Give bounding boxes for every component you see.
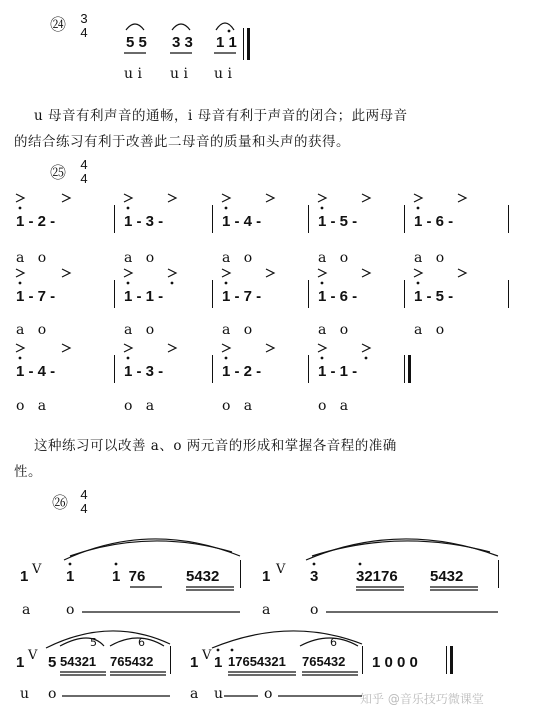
octave-dot bbox=[19, 207, 22, 210]
ex26-slur bbox=[110, 638, 164, 646]
ex25-row2-lyric-1: a o bbox=[16, 322, 47, 338]
ex25-row2-measure-2: 1 - 1 - bbox=[124, 288, 164, 305]
octave-dot bbox=[321, 282, 324, 285]
octave-dot bbox=[127, 207, 130, 210]
ex25-row1-measure-2: 1 - 3 - bbox=[124, 213, 164, 230]
exercise-26-number: ㉖ bbox=[52, 493, 69, 512]
accent bbox=[16, 269, 24, 277]
ex25-row1-lyric-3: a o bbox=[222, 250, 253, 266]
ex25-row2-measure-1: 1 - 7 - bbox=[16, 288, 56, 305]
accent bbox=[266, 194, 274, 202]
ex25-row2-measure-5: 1 - 5 - bbox=[414, 288, 454, 305]
watermark: 知乎 @音乐技巧微课堂 bbox=[360, 692, 484, 706]
ex26-row1-note-3: 1 76 bbox=[112, 568, 146, 585]
breath-mark: V bbox=[28, 648, 38, 663]
octave-dot bbox=[19, 357, 22, 360]
octave-dot bbox=[225, 357, 228, 360]
paragraph-2-line-1: 这种练习可以改善 a、o 两元音的形成和掌握各音程的准确 bbox=[34, 438, 397, 454]
accent bbox=[222, 194, 230, 202]
accent bbox=[362, 194, 370, 202]
ex26-row2-lyric-2: o bbox=[48, 686, 57, 702]
ex26-slur bbox=[312, 541, 490, 556]
ex25-row3-lyric-2: o a bbox=[124, 398, 155, 414]
accent bbox=[414, 269, 422, 277]
ex24-note-group-1: 5 5 bbox=[126, 34, 147, 51]
time-sig-bottom: 4 bbox=[80, 25, 88, 40]
ex25-row1-measure-1: 1 - 2 - bbox=[16, 213, 56, 230]
ex26-row2-note-3: 54321 bbox=[60, 654, 97, 669]
ex26-row2-lyric-3: a bbox=[190, 686, 199, 702]
octave-dot bbox=[365, 357, 368, 360]
accent bbox=[168, 344, 176, 352]
accent bbox=[168, 194, 176, 202]
ex26-row1-lyric-3: a bbox=[262, 602, 271, 618]
ex24-lyric-1: u i bbox=[124, 66, 142, 82]
ex25-row2-measure-4: 1 - 6 - bbox=[318, 288, 358, 305]
ex26-row2-lyric-1: u bbox=[20, 686, 30, 702]
ex26-row2-note-4: 765432 bbox=[110, 654, 154, 669]
ex26-row1-note-1: 1 bbox=[20, 568, 29, 585]
accent bbox=[362, 269, 370, 277]
ex26-row1-note-2: 1 bbox=[66, 568, 75, 585]
ex24-note-group-2: 3 3 bbox=[172, 34, 193, 51]
ex24-note-group-3: 1 1 bbox=[216, 34, 237, 51]
accent bbox=[62, 194, 70, 202]
time-sig-bottom: 4 bbox=[80, 171, 88, 186]
ex26-row2-final-measure: 1 0 0 0 bbox=[372, 654, 418, 671]
time-sig-top: 3 bbox=[80, 11, 88, 26]
ex26-row2-lyric-5: o bbox=[264, 686, 273, 702]
accent bbox=[124, 269, 132, 277]
ex26-row2-lyric-4: u bbox=[214, 686, 224, 702]
ex26-row2-note-1: 1 bbox=[16, 654, 25, 671]
ex24-slur-1 bbox=[126, 24, 144, 30]
octave-dot bbox=[171, 282, 174, 285]
time-sig-bottom: 4 bbox=[80, 501, 88, 516]
tuplet-number: 6 bbox=[330, 636, 337, 649]
ex24-lyric-2: u i bbox=[170, 66, 188, 82]
ex25-row1-lyric-4: a o bbox=[318, 250, 349, 266]
breath-mark: V bbox=[32, 562, 42, 577]
paragraph-2-line-2: 性。 bbox=[14, 464, 42, 480]
ex25-row2-lyric-4: a o bbox=[318, 322, 349, 338]
accent bbox=[62, 344, 70, 352]
ex26-row1-note-8: 5432 bbox=[430, 568, 464, 585]
breath-mark: V bbox=[276, 562, 286, 577]
octave-dot bbox=[321, 357, 324, 360]
ex25-row3-measure-2: 1 - 3 - bbox=[124, 363, 164, 380]
octave-dot bbox=[225, 207, 228, 210]
ex26-row2-note-8: 765432 bbox=[302, 654, 346, 669]
octave-dot bbox=[225, 282, 228, 285]
octave-dot bbox=[69, 563, 72, 566]
accent bbox=[458, 194, 466, 202]
ex25-row3-measure-3: 1 - 2 - bbox=[222, 363, 262, 380]
accent bbox=[266, 269, 274, 277]
octave-dot bbox=[127, 357, 130, 360]
octave-dot bbox=[321, 207, 324, 210]
ex24-slur-2 bbox=[172, 24, 190, 30]
ex26-row1-note-4: 5432 bbox=[186, 568, 220, 585]
accent bbox=[16, 194, 24, 202]
ex24-lyric-3: u i bbox=[214, 66, 232, 82]
octave-dot bbox=[231, 649, 234, 652]
ex25-row3-lyric-1: o a bbox=[16, 398, 47, 414]
ex25-row3-measure-4: 1 - 1 - bbox=[318, 363, 358, 380]
accent bbox=[414, 194, 422, 202]
ex25-row2-lyric-3: a o bbox=[222, 322, 253, 338]
octave-dot bbox=[359, 563, 362, 566]
ex26-row1-lyric-1: a bbox=[22, 602, 31, 618]
ex26-row1-note-6: 3 bbox=[310, 568, 319, 585]
time-sig-top: 4 bbox=[80, 487, 88, 502]
accent bbox=[318, 194, 326, 202]
accent bbox=[16, 344, 24, 352]
breath-mark: V bbox=[202, 648, 212, 663]
ex26-slur bbox=[46, 631, 170, 648]
time-sig-top: 4 bbox=[80, 157, 88, 172]
accent bbox=[266, 344, 274, 352]
ex25-row2-lyric-2: a o bbox=[124, 322, 155, 338]
ex26-row2-note-7: 17654321 bbox=[228, 654, 286, 669]
ex26-row2-note-6: 1 bbox=[214, 654, 223, 671]
ex24-slur-3 bbox=[216, 23, 234, 30]
accent bbox=[222, 269, 230, 277]
octave-dot bbox=[417, 282, 420, 285]
octave-dot bbox=[127, 282, 130, 285]
ex25-row3-lyric-3: o a bbox=[222, 398, 253, 414]
octave-dot bbox=[313, 563, 316, 566]
accent bbox=[168, 269, 176, 277]
octave-dot bbox=[19, 282, 22, 285]
accent bbox=[222, 344, 230, 352]
accent bbox=[318, 269, 326, 277]
ex25-row1-lyric-2: a o bbox=[124, 250, 155, 266]
accent bbox=[458, 269, 466, 277]
ex25-row2-lyric-5: a o bbox=[414, 322, 445, 338]
octave-dot bbox=[228, 30, 231, 33]
accent bbox=[362, 344, 370, 352]
ex25-row1-lyric-1: a o bbox=[16, 250, 47, 266]
ex26-row1-note-5: 1 bbox=[262, 568, 271, 585]
ex25-row3-lyric-4: o a bbox=[318, 398, 349, 414]
accent bbox=[318, 344, 326, 352]
tuplet-number: 6 bbox=[138, 636, 145, 649]
paragraph-1-line-2: 的结合练习有利于改善此二母音的质量和头声的获得。 bbox=[14, 134, 350, 150]
ex26-row2-note-2: 5 bbox=[48, 654, 57, 671]
octave-dot bbox=[115, 563, 118, 566]
octave-dot bbox=[417, 207, 420, 210]
accent bbox=[62, 269, 70, 277]
tuplet-number: 5 bbox=[90, 636, 97, 649]
ex25-row1-measure-4: 1 - 5 - bbox=[318, 213, 358, 230]
exercise-24-number: ㉔ bbox=[50, 15, 67, 34]
paragraph-1-line-1: u 母音有利声音的通畅，i 母音有利于声音的闭合；此两母音 bbox=[34, 108, 408, 124]
octave-dot bbox=[217, 649, 220, 652]
ex25-row2-measure-3: 1 - 7 - bbox=[222, 288, 262, 305]
ex25-row1-measure-3: 1 - 4 - bbox=[222, 213, 262, 230]
ex26-row1-note-7: 32176 bbox=[356, 568, 398, 585]
ex26-row1-lyric-2: o bbox=[66, 602, 75, 618]
accent bbox=[124, 194, 132, 202]
ex26-row1-lyric-4: o bbox=[310, 602, 319, 618]
ex25-row1-measure-5: 1 - 6 - bbox=[414, 213, 454, 230]
ex26-row2-note-5: 1 bbox=[190, 654, 199, 671]
ex25-row3-measure-1: 1 - 4 - bbox=[16, 363, 56, 380]
accent bbox=[124, 344, 132, 352]
exercise-25-number: ㉕ bbox=[50, 163, 67, 182]
ex25-row1-lyric-5: a o bbox=[414, 250, 445, 266]
ex26-slur bbox=[70, 541, 232, 556]
